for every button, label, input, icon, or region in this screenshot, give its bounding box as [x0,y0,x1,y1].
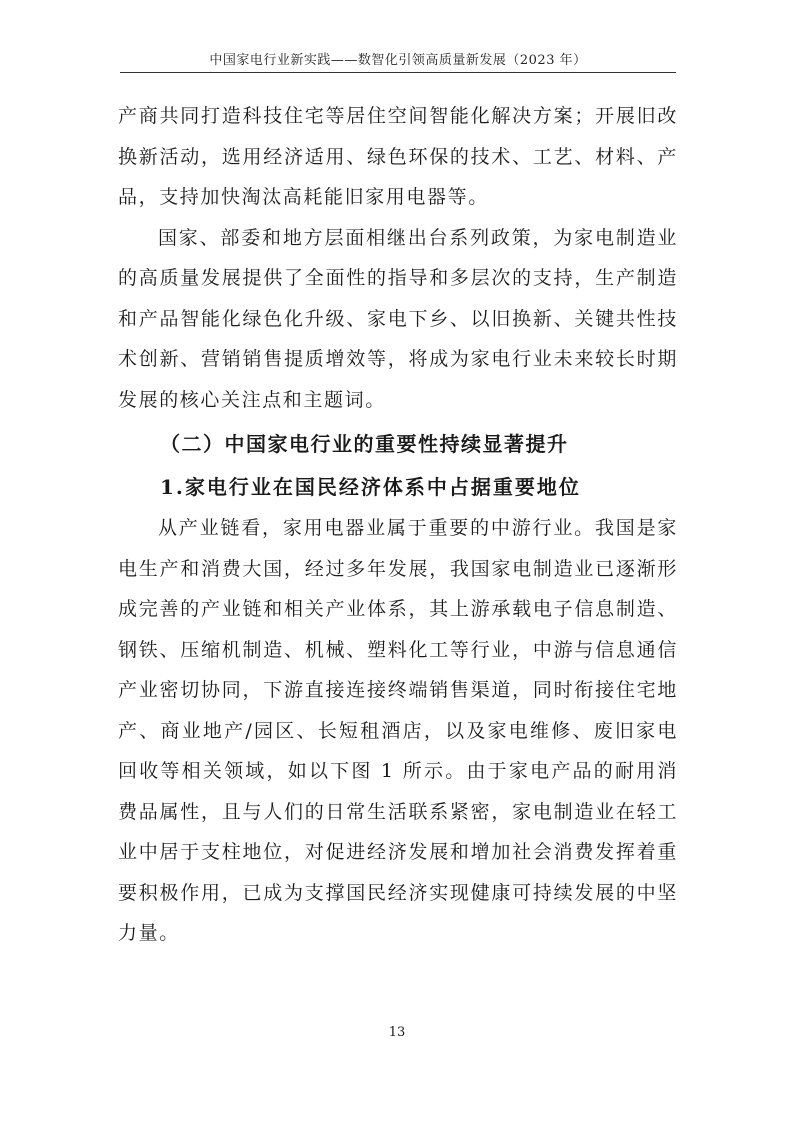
paragraph-continued: 产商共同打造科技住宅等居住空间智能化解决方案；开展旧改换新活动，选用经济适用、绿色环保的技术、工艺、材料、产品，支持加快淘汰高耗能旧家用电器等。 [118,105,678,208]
running-header: 中国家电行业新实践——数智化引领高质量新发展（2023 年） [209,53,587,68]
sub-heading: 1.家电行业在国民经济体系中占据重要地位 [160,475,581,499]
section-heading: （二）中国家电行业的重要性持续显著提升 [160,432,569,456]
page-body [118,96,678,954]
paragraph-industry-chain: 从产业链看，家用电器业属于重要的中游行业。我国是家电生产和消费大国，经过多年发展，我国家电制造业已逐渐形成完善的产业链和相关产业体系，其上游承载电子信息制造、钢铁、压缩机制造、机械、塑料化工等行业，中游与信息通信产业密切协同，下游直接连接终端销售渠道，同时衔接住宅地产、商业地产/园区、长短租酒店，以及家电维修、废旧家电回收等相关领域，如以下图 1 所示。由于家电产品的耐用消费品属性，且与人们的日常生活联系紧密，家电制造业在轻工业中居于支柱地位，对促进经济发展和增加社会消费发挥着重要积极作用，已成为支撑国民经济实现健康可持续发展的中坚力量。 [118,517,678,944]
paragraph-policy-summary: 国家、部委和地方层面相继出台系列政策，为家电制造业的高质量发展提供了全面性的指导和多层次的支持，生产制造和产品智能化绿色化升级、家电下乡、以旧换新、关键共性技术创新、营销销售提质增效等，将成为家电行业未来较长时期发展的核心关注点和主题词。 [118,226,678,411]
page-number: 13 [388,1025,406,1040]
header-divider [120,72,676,73]
